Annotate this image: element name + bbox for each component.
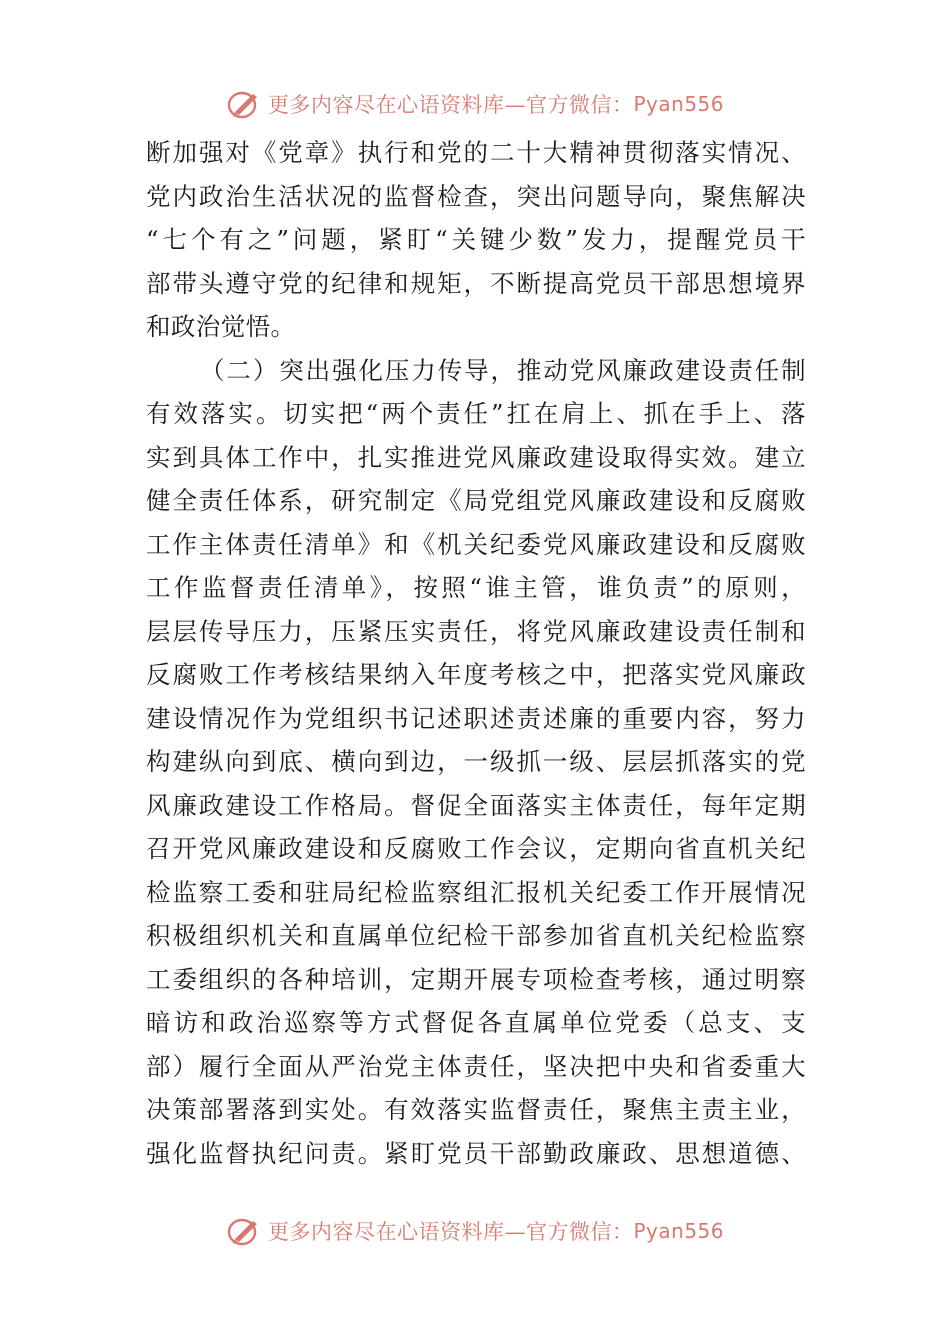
paragraph-1-line: 断加强对《党章》执行和党的二十大精神贯彻落实情况、	[146, 138, 806, 167]
paragraph-1-line: 和政治觉悟。	[146, 312, 296, 341]
paragraph-2-line: 工作主体责任清单》和《机关纪委党风廉政建设和反腐败	[146, 529, 806, 559]
paragraph-2-line: 积极组织机关和直属单位纪检干部参加省直机关纪检监察	[146, 921, 806, 950]
paragraph-2-line: 工委组织的各种培训，定期开展专项检查考核，通过明察	[146, 964, 806, 994]
paragraph-2-line: 有效落实。切实把“两个责任”扛在肩上、抓在手上、落	[146, 399, 806, 428]
paragraph-2-line: 暗访和政治巡察等方式督促各直属单位党委（总支、支	[146, 1008, 806, 1037]
paragraph-2-line: 实到具体工作中，扎实推进党风廉政建设取得实效。建立	[146, 442, 806, 472]
footer-banner-text: 更多内容尽在心语资料库—官方微信：	[267, 1220, 634, 1244]
paragraph-2-line: 层层传导压力，压紧压实责任，将党风廉政建设责任制和	[146, 616, 806, 646]
paragraph-2-line: 健全责任体系，研究制定《局党组党风廉政建设和反腐败	[146, 486, 806, 515]
paragraph-2-line: 风廉政建设工作格局。督促全面落实主体责任，每年定期	[146, 790, 806, 820]
footer-wechat-id: Pyan556	[633, 1219, 724, 1243]
document-body	[146, 131, 806, 1175]
paragraph-2-line: 构建纵向到底、横向到边，一级抓一级、层层抓落实的党	[146, 747, 806, 776]
paragraph-2-line: 建设情况作为党组织书记述职述责述廉的重要内容，努力	[146, 703, 806, 733]
paragraph-2-line: 检监察工委和驻局纪检监察组汇报机关纪委工作开展情况	[146, 877, 806, 907]
footer-banner	[0, 1211, 950, 1251]
paragraph-2-heading-line: （二）突出强化压力传导，推动党风廉政建设责任制	[200, 355, 806, 385]
paragraph-2-line: 部）履行全面从严治党主体责任，坚决把中央和省委重大	[146, 1051, 806, 1081]
paragraph-2-line: 强化监督执纪问责。紧盯党员干部勤政廉政、思想道德、	[146, 1138, 806, 1168]
header-banner	[0, 84, 950, 124]
paragraph-2-line: 工作监督责任清单》，按照“谁主管，谁负责”的原则，	[146, 573, 806, 602]
paragraph-1-line: 党内政治生活状况的监督检查，突出问题导向，聚焦解决	[146, 181, 806, 211]
header-wechat-id: Pyan556	[633, 92, 724, 116]
pen-circle-logo-icon	[226, 1215, 262, 1247]
paragraph-1-line: 部带头遵守党的纪律和规矩，不断提高党员干部思想境界	[146, 268, 806, 298]
paragraph-2-line: 决策部署落到实处。有效落实监督责任，聚焦主责主业，	[146, 1095, 806, 1124]
paragraph-2-line: 反腐败工作考核结果纳入年度考核之中，把落实党风廉政	[146, 660, 806, 689]
header-banner-text: 更多内容尽在心语资料库—官方微信：	[267, 93, 634, 117]
paragraph-2-line: 召开党风廉政建设和反腐败工作会议，定期向省直机关纪	[146, 834, 806, 863]
paragraph-1-line: “七个有之”问题，紧盯“关键少数”发力，提醒党员干	[146, 225, 806, 254]
pen-circle-logo-icon	[226, 88, 262, 120]
